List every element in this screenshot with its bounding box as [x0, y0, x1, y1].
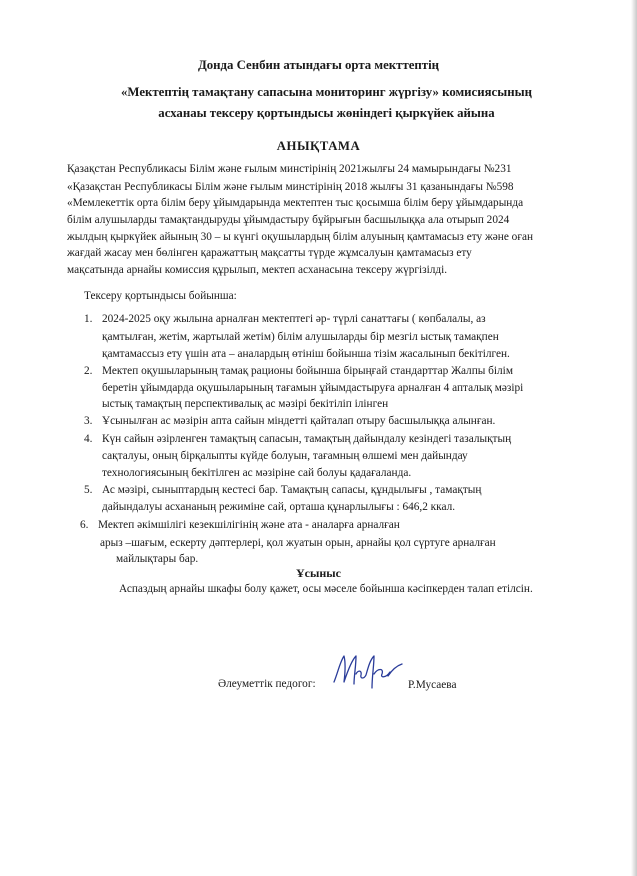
signatory-name: Р.Мусаева [408, 679, 457, 691]
commission-title-line1: «Мектептің тамақтану сапасына мониторинг жүргізу» комисиясының [121, 85, 532, 99]
intro-line: жағдай жасау мен бөлінген қаражаттың мақсатты түрде жұмсалуын қамтамасыз ету [67, 247, 472, 259]
intro-line: жылдың қыркүйек айының 30 – ы күнгі оқушылардың білім алуының қамтамасыз ету және оған [67, 231, 534, 243]
item-line: Ас мәзірі, сыныптардың кестесі бар. Тамақтың сапасы, құндылығы , тамақтың [102, 484, 482, 496]
signature-role: Әлеуметтік педогог: [218, 678, 316, 690]
item-line: Күн сайын әзірленген тамақтың сапасын, тамақтың дайындалу кезіндегі тазалықтың [102, 433, 512, 445]
commission-title-line2: асханаы тексеру қортындысы жөніндегі қыркүйек айына [158, 106, 495, 120]
item-line: беретін ұйымдарда оқушыларының тағамын ұйымдастыруға арналған 4 апталық мәзірі [102, 382, 524, 394]
item-line: арыз –шағым, ескерту дәптерлері, қол жуатын орын, арнайы қол сүртуге арналған [100, 537, 496, 549]
signature-scribble [330, 648, 406, 692]
intro-line: Қазақстан Республикасы Білім және ғылым минстірінің 2021жылғы 24 мамырындағы №231 [67, 163, 512, 175]
item-number: 2. [84, 365, 93, 377]
item-line: Мектеп әкімшілігі кезекшілігінің және ата - аналарға арналған [98, 519, 400, 531]
results-heading: Тексеру қортындысы бойынша: [84, 290, 237, 302]
item-line: Мектеп оқушыларының тамақ рационы бойынша бірыңғай стандарттар Жалпы білім [102, 365, 513, 377]
intro-line: «Қазақстан Республикасы Білім және ғылым минстірінің 2018 жылғы 31 қазанындағы №598 [67, 181, 514, 193]
item-line: Ұсынылған ас мәзірін апта сайын міндетті қайталап отыру басшылыққа алынған. [102, 415, 496, 427]
item-line: дайындалуы асхананың режиміне сай, орташа құнарлылығы : 646,2 ккал. [102, 501, 456, 513]
document-title: АНЫҚТАМА [276, 139, 361, 153]
item-line: ыстық тамақтың перспективалық ас мәзірі бекітіліп ілінген [102, 398, 389, 410]
item-line: майлықтары бар. [116, 553, 199, 565]
school-name: Донда Сенбин атындағы орта мекттептің [197, 58, 440, 72]
item-number: 4. [84, 433, 93, 445]
recommendation-text: Аспаздың арнайы шкафы болу қажет, осы мәселе бойынша кәсіпкерден талап етілсін. [119, 583, 533, 595]
item-line: технологиясының бекітілген ас мәзіріне сай болуы қадағаланда. [102, 467, 412, 479]
item-number: 1. [84, 313, 93, 325]
item-line: сақталуы, оның бірқалыпты күйде болуын, тағамның өлшемі мен дайындау [102, 450, 468, 462]
intro-line: «Мемлекеттік орта білім беру ұйымдарында мектептен тыс қосымша білім беру ұйымдарында [67, 197, 524, 209]
item-line: қамтамассыз ету үшін ата – аналардың өтініш бойынша тізім жасалынып бекітілген. [102, 348, 510, 360]
recommendation-heading: Ұсыныс [296, 566, 341, 580]
intro-line: мақсатында арнайы комиссия құрылып, мектеп асханасына тексеру жүргізілді. [67, 264, 448, 276]
item-number: 3. [84, 415, 93, 427]
item-number: 6. [80, 519, 89, 531]
item-number: 5. [84, 484, 93, 496]
item-line: 2024-2025 оқу жылына арналған мектептегі әр- түрлі санаттағы ( көпбалалы, аз [102, 313, 486, 325]
handwritten-signature [330, 648, 406, 692]
intro-line: білім алушыларды тамақтандыруды ұйымдастыру бұйрығын басшылыққа ала отырып 2024 [67, 214, 510, 226]
item-line: қамтылған, жетім, жартылай жетім) білім алушыларды бір мезгіл ыстық тамақпен [102, 331, 499, 343]
scan-edge-shadow [631, 0, 637, 876]
